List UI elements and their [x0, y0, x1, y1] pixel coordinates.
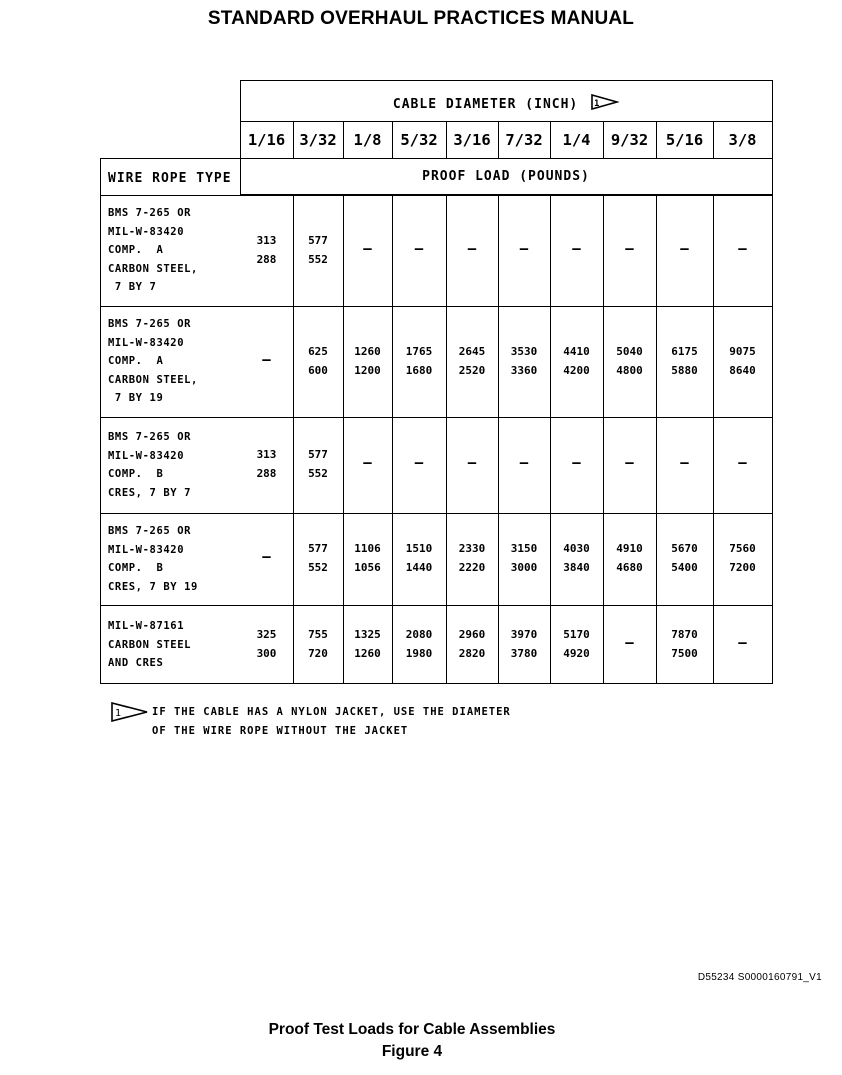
- not-applicable-dash: —: [363, 455, 372, 471]
- footnote-flag-icon: [110, 701, 150, 723]
- not-applicable-dash: —: [414, 455, 424, 471]
- proof-load-value-lower: 3780: [510, 646, 538, 660]
- diameter-label: 9/32: [610, 131, 649, 149]
- not-applicable-dash: —: [467, 241, 477, 257]
- proof-load-cell: [293, 232, 343, 269]
- proof-load-value-lower: 4200: [563, 363, 590, 377]
- proof-load-cell: [343, 540, 392, 577]
- proof-load-value-upper: 6175: [671, 345, 698, 358]
- proof-load-value-lower: 720: [308, 646, 328, 660]
- proof-load-value-upper: 313: [256, 234, 277, 247]
- proof-load-value-upper: 2960: [458, 628, 486, 641]
- proof-load-cell: [293, 446, 343, 483]
- flag-note-icon: [591, 94, 619, 110]
- diameter-label: 1/4: [562, 131, 591, 149]
- not-applicable-dash: —: [414, 241, 424, 257]
- wire-rope-type-cell: BMS 7-265 OR MIL-W-83420 COMP. B CRES, 7 BY 19: [108, 525, 198, 593]
- proof-load-value-upper: 3970: [510, 628, 538, 641]
- proof-load-value-upper: 1765: [405, 345, 433, 358]
- cable-diameter-title: CABLE DIAMETER (INCH) 1: [240, 94, 772, 112]
- diameter-label: 5/32: [400, 131, 438, 149]
- proof-load-value-upper: 1106: [354, 542, 381, 555]
- proof-load-value-upper: 4030: [563, 542, 590, 555]
- load-column-divider: [446, 195, 447, 684]
- proof-load-value-lower: 2820: [458, 646, 486, 660]
- not-applicable-dash: —: [467, 455, 477, 471]
- proof-load-value-upper: 625: [308, 345, 328, 358]
- proof-load-cell: [240, 626, 293, 663]
- proof-load-cell: [603, 343, 656, 380]
- proof-load-value-upper: 313: [256, 448, 277, 461]
- not-applicable-dash: —: [738, 635, 747, 651]
- proof-load-value-lower: 8640: [729, 363, 756, 377]
- proof-load-cell: [498, 626, 550, 663]
- svg-text:1: 1: [115, 708, 122, 719]
- proof-load-value-upper: 1260: [354, 345, 381, 358]
- proof-load-value-lower: 3840: [563, 560, 590, 574]
- proof-load-cell: [550, 540, 603, 577]
- not-applicable-dash: —: [738, 241, 747, 257]
- not-applicable-dash: —: [680, 455, 689, 471]
- wire-rope-type-header: WIRE ROPE TYPE: [108, 171, 232, 186]
- load-column-divider: [392, 195, 393, 684]
- proof-load-header: PROOF LOAD (POUNDS): [422, 169, 590, 184]
- proof-load-value-lower: 1056: [354, 560, 381, 574]
- proof-load-cell: [550, 343, 603, 380]
- proof-load-value-lower: 300: [256, 646, 277, 660]
- load-column-divider: [713, 195, 714, 684]
- proof-load-value-upper: 9075: [729, 345, 756, 358]
- diameter-label: 3/16: [453, 131, 491, 149]
- proof-load-value-lower: 4680: [616, 560, 643, 574]
- not-applicable-dash: —: [363, 241, 372, 257]
- proof-load-value-upper: 577: [308, 448, 328, 461]
- row-divider: [100, 306, 773, 307]
- document-id: D55234 S0000160791_V1: [697, 972, 822, 983]
- proof-load-cell: [293, 343, 343, 380]
- proof-load-value-upper: 1510: [405, 542, 433, 555]
- diameter-label: 1/16: [247, 131, 286, 149]
- proof-load-cell: [392, 540, 446, 577]
- not-applicable-dash: —: [625, 241, 634, 257]
- proof-load-cell: [343, 626, 392, 663]
- proof-load-cell: [713, 343, 772, 380]
- not-applicable-dash: —: [262, 549, 271, 565]
- proof-load-value-upper: 1325: [354, 628, 381, 641]
- proof-load-value-lower: 1260: [354, 646, 381, 660]
- proof-load-value-upper: 3530: [510, 345, 538, 358]
- proof-load-cell: [603, 540, 656, 577]
- caption-title: Proof Test Loads for Cable Assemblies: [268, 1021, 556, 1038]
- proof-load-value-lower: 7200: [729, 560, 756, 574]
- not-applicable-dash: —: [572, 455, 581, 471]
- proof-load-value-upper: 5670: [671, 542, 698, 555]
- diameter-label: 7/32: [505, 131, 543, 149]
- diameter-label: 3/32: [299, 131, 337, 149]
- not-applicable-dash: —: [572, 241, 581, 257]
- row-divider: [100, 513, 773, 514]
- proof-load-value-upper: 2330: [458, 542, 486, 555]
- proof-load-value-lower: 3360: [510, 363, 538, 377]
- not-applicable-dash: —: [625, 455, 634, 471]
- proof-load-value-upper: 2645: [458, 345, 486, 358]
- proof-load-cell: [293, 626, 343, 663]
- proof-load-value-lower: 3000: [510, 560, 538, 574]
- svg-text:1: 1: [594, 99, 601, 109]
- proof-load-value-upper: 3150: [510, 542, 538, 555]
- proof-load-value-lower: 4920: [563, 646, 590, 660]
- wire-rope-type-cell: BMS 7-265 OR MIL-W-83420 COMP. A CARBON STEEL, 7 BY 7: [108, 207, 198, 293]
- load-column-divider: [343, 195, 344, 684]
- diameter-row-top-line: [240, 121, 773, 122]
- proof-load-cell: [498, 540, 550, 577]
- proof-load-cell: [713, 540, 772, 577]
- proof-load-cell: [550, 626, 603, 663]
- wire-rope-type-cell: MIL-W-87161 CARBON STEEL AND CRES: [108, 620, 192, 669]
- proof-load-value-lower: 288: [256, 466, 277, 480]
- proof-load-value-upper: 4410: [563, 345, 590, 358]
- proof-load-value-upper: 577: [308, 234, 328, 247]
- diameter-label: 1/8: [353, 131, 382, 149]
- proof-load-value-lower: 1440: [405, 560, 433, 574]
- footnote: IF THE CABLE HAS A NYLON JACKET, USE THE DIAMETER OF THE WIRE ROPE WITHOUT THE JACKET: [152, 706, 511, 737]
- proof-load-value-lower: 5880: [671, 363, 698, 377]
- proof-load-cell: [293, 540, 343, 577]
- proof-load-value-lower: 2220: [458, 560, 486, 574]
- proof-load-value-lower: 1680: [405, 363, 433, 377]
- wire-rope-type-cell: BMS 7-265 OR MIL-W-83420 COMP. A CARBON STEEL, 7 BY 19: [108, 318, 198, 404]
- proof-load-cell: [498, 343, 550, 380]
- not-applicable-dash: —: [680, 241, 689, 257]
- proof-load-cell: [240, 232, 293, 269]
- proof-load-value-lower: 4800: [616, 363, 643, 377]
- caption-figure: Figure 4: [381, 1043, 443, 1060]
- body-header-line: [100, 195, 773, 196]
- proof-load-value-upper: 577: [308, 542, 328, 555]
- proof-load-value-upper: 5040: [616, 345, 643, 358]
- row-divider: [100, 417, 773, 418]
- proof-load-cell: [656, 540, 713, 577]
- proof-load-value-lower: 288: [256, 252, 277, 266]
- proof-load-value-upper: 7870: [671, 628, 698, 641]
- proof-load-value-upper: 755: [308, 628, 328, 641]
- proof-load-value-lower: 7500: [671, 646, 698, 660]
- not-applicable-dash: —: [262, 352, 271, 368]
- proof-load-cell: [656, 343, 713, 380]
- proof-load-value-upper: 325: [256, 628, 277, 641]
- row-divider: [100, 605, 773, 606]
- proof-load-value-lower: 5400: [671, 560, 698, 574]
- diameter-label: 3/8: [728, 131, 757, 149]
- proof-load-cell: [392, 343, 446, 380]
- proof-load-value-upper: 7560: [729, 542, 756, 555]
- diameter-label: 5/16: [665, 131, 704, 149]
- load-column-divider: [550, 195, 551, 684]
- not-applicable-dash: —: [519, 455, 529, 471]
- not-applicable-dash: —: [625, 635, 634, 651]
- page-header: STANDARD OVERHAUL PRACTICES MANUAL: [207, 8, 635, 29]
- proof-load-cell: [392, 626, 446, 663]
- proof-load-cell: [656, 626, 713, 663]
- not-applicable-dash: —: [519, 241, 529, 257]
- proof-load-value-lower: 552: [308, 560, 328, 574]
- wire-rope-type-cell: BMS 7-265 OR MIL-W-83420 COMP. B CRES, 7 BY 7: [108, 431, 192, 499]
- not-applicable-dash: —: [738, 455, 747, 471]
- proof-load-value-upper: 4910: [616, 542, 643, 555]
- proof-load-value-upper: 5170: [563, 628, 590, 641]
- proof-load-value-lower: 1200: [354, 363, 381, 377]
- proof-load-value-lower: 552: [308, 466, 328, 480]
- load-column-divider: [498, 195, 499, 684]
- load-column-divider: [656, 195, 657, 684]
- proof-load-cell: [343, 343, 392, 380]
- proof-load-cell: [446, 343, 498, 380]
- proof-load-value-lower: 552: [308, 252, 328, 266]
- proof-load-cell: [446, 626, 498, 663]
- proof-load-value-upper: 2080: [405, 628, 433, 641]
- load-column-divider: [603, 195, 604, 684]
- proof-load-cell: [446, 540, 498, 577]
- proof-load-value-lower: 2520: [458, 363, 486, 377]
- proof-load-value-lower: 600: [308, 363, 328, 377]
- proof-load-cell: [240, 446, 293, 483]
- proof-load-value-lower: 1980: [405, 646, 433, 660]
